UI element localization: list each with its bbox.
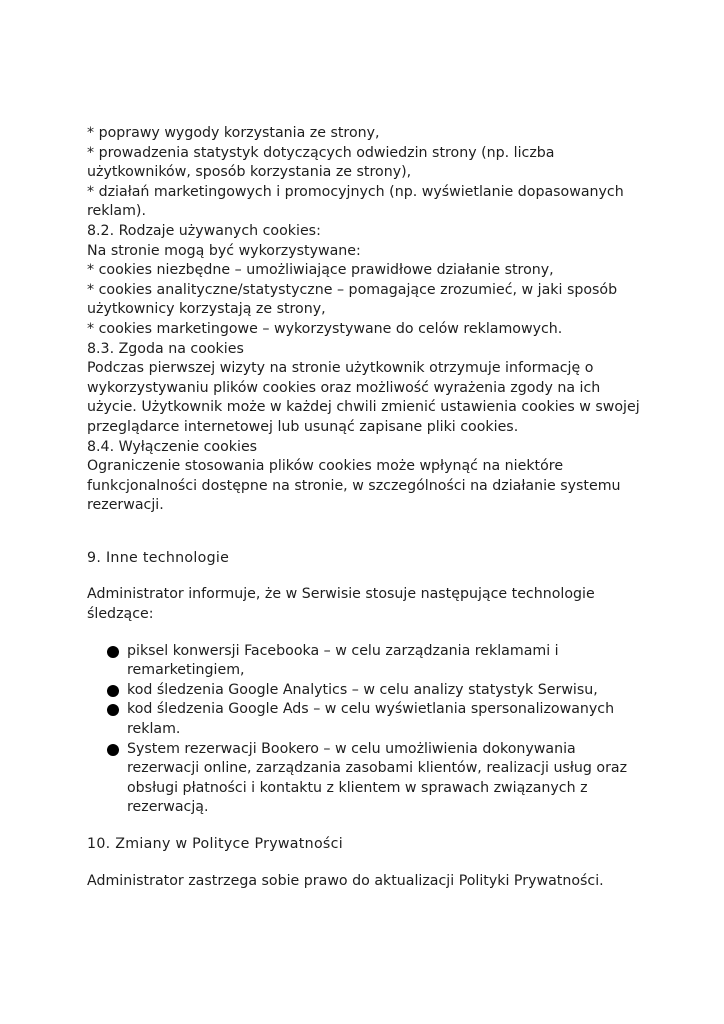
section-8-continued xyxy=(87,124,667,516)
bullet-icon xyxy=(107,744,119,756)
text-line: * działań marketingowych i promocyjnych (np. wyświetlanie dopasowanych xyxy=(87,183,624,200)
text-line: wykorzystywaniu plików cookies oraz możliwość wyrażenia zgody na ich xyxy=(87,379,601,396)
spacer xyxy=(87,818,667,835)
list-item-text: reklam. xyxy=(127,721,181,738)
subsection-heading-8-3: 8.3. Zgoda na cookies xyxy=(87,340,244,357)
list-item-google-analytics xyxy=(107,681,667,701)
list-item-text: kod śledzenia Google Ads – w celu wyświetlania spersonalizowanych xyxy=(127,701,615,718)
list-item-text: System rezerwacji Bookero – w celu umożliwienia dokonywania xyxy=(127,740,576,757)
section-9 xyxy=(87,549,667,818)
intro-line: śledzące: xyxy=(87,606,154,623)
list-item-text: rezerwacją. xyxy=(127,799,209,816)
text-line: użycie. Użytkownik może w każdej chwili zmienić ustawienia cookies w swojej xyxy=(87,399,640,416)
text-line: użytkowników, sposób korzystania ze strony), xyxy=(87,164,412,181)
section-10 xyxy=(87,835,667,891)
text-line: użytkownicy korzystają ze strony, xyxy=(87,301,326,318)
spacer xyxy=(87,568,667,585)
text-line: przeglądarce internetowej lub usunąć zapisane pliki cookies. xyxy=(87,418,519,435)
list-item-text: remarketingiem, xyxy=(127,662,245,679)
intro-line: Administrator informuje, że w Serwisie stosuje następujące technologie xyxy=(87,586,595,603)
bullet-icon xyxy=(107,704,119,716)
list-item-text: kod śledzenia Google Analytics – w celu analizy statystyk Serwisu, xyxy=(127,681,598,698)
list-item-text: piksel konwersji Facebooka – w celu zarządzania reklamami i xyxy=(127,642,559,659)
document-page xyxy=(87,124,667,891)
spacer xyxy=(87,625,667,642)
bullet-icon xyxy=(107,685,119,697)
text-line: * poprawy wygody korzystania ze strony, xyxy=(87,125,380,141)
text-line: * cookies analityczne/statystyczne – pomagające zrozumieć, w jaki sposób xyxy=(87,281,618,298)
tracking-technologies-list xyxy=(107,642,667,818)
list-item-facebook-pixel xyxy=(107,642,667,681)
bullet-icon xyxy=(107,646,119,658)
section-heading-9: 9. Inne technologie xyxy=(87,549,230,566)
list-item-bookero xyxy=(107,740,667,818)
text-line: * prowadzenia statystyk dotyczących odwiedzin strony (np. liczba xyxy=(87,144,555,161)
text-line: Na stronie mogą być wykorzystywane: xyxy=(87,242,361,259)
text-line: Podczas pierwszej wizyty na stronie użytkownik otrzymuje informację o xyxy=(87,360,594,377)
spacer xyxy=(87,855,667,872)
list-item-google-ads xyxy=(107,700,667,739)
text-line: rezerwacji. xyxy=(87,497,164,514)
section-heading-10: 10. Zmiany w Polityce Prywatności xyxy=(87,836,343,852)
text-line: Ograniczenie stosowania plików cookies może wpłynąć na niektóre xyxy=(87,458,564,475)
text-line: funkcjonalności dostępne na stronie, w szczególności na działanie systemu xyxy=(87,477,621,494)
text-line: reklam). xyxy=(87,203,146,220)
text-line: * cookies marketingowe – wykorzystywane do celów reklamowych. xyxy=(87,320,563,337)
section-10-body: Administrator zastrzega sobie prawo do aktualizacji Polityki Prywatności. xyxy=(87,872,604,889)
subsection-heading-8-4: 8.4. Wyłączenie cookies xyxy=(87,438,258,455)
text-line: * cookies niezbędne – umożliwiające prawidłowe działanie strony, xyxy=(87,262,554,279)
list-item-text: obsługi płatności i kontaktu z klientem w sprawach związanych z xyxy=(127,779,588,796)
spacer xyxy=(87,516,667,549)
list-item-text: rezerwacji online, zarządzania zasobami klientów, realizacji usług oraz xyxy=(127,760,628,777)
subsection-heading-8-2: 8.2. Rodzaje używanych cookies: xyxy=(87,222,321,239)
